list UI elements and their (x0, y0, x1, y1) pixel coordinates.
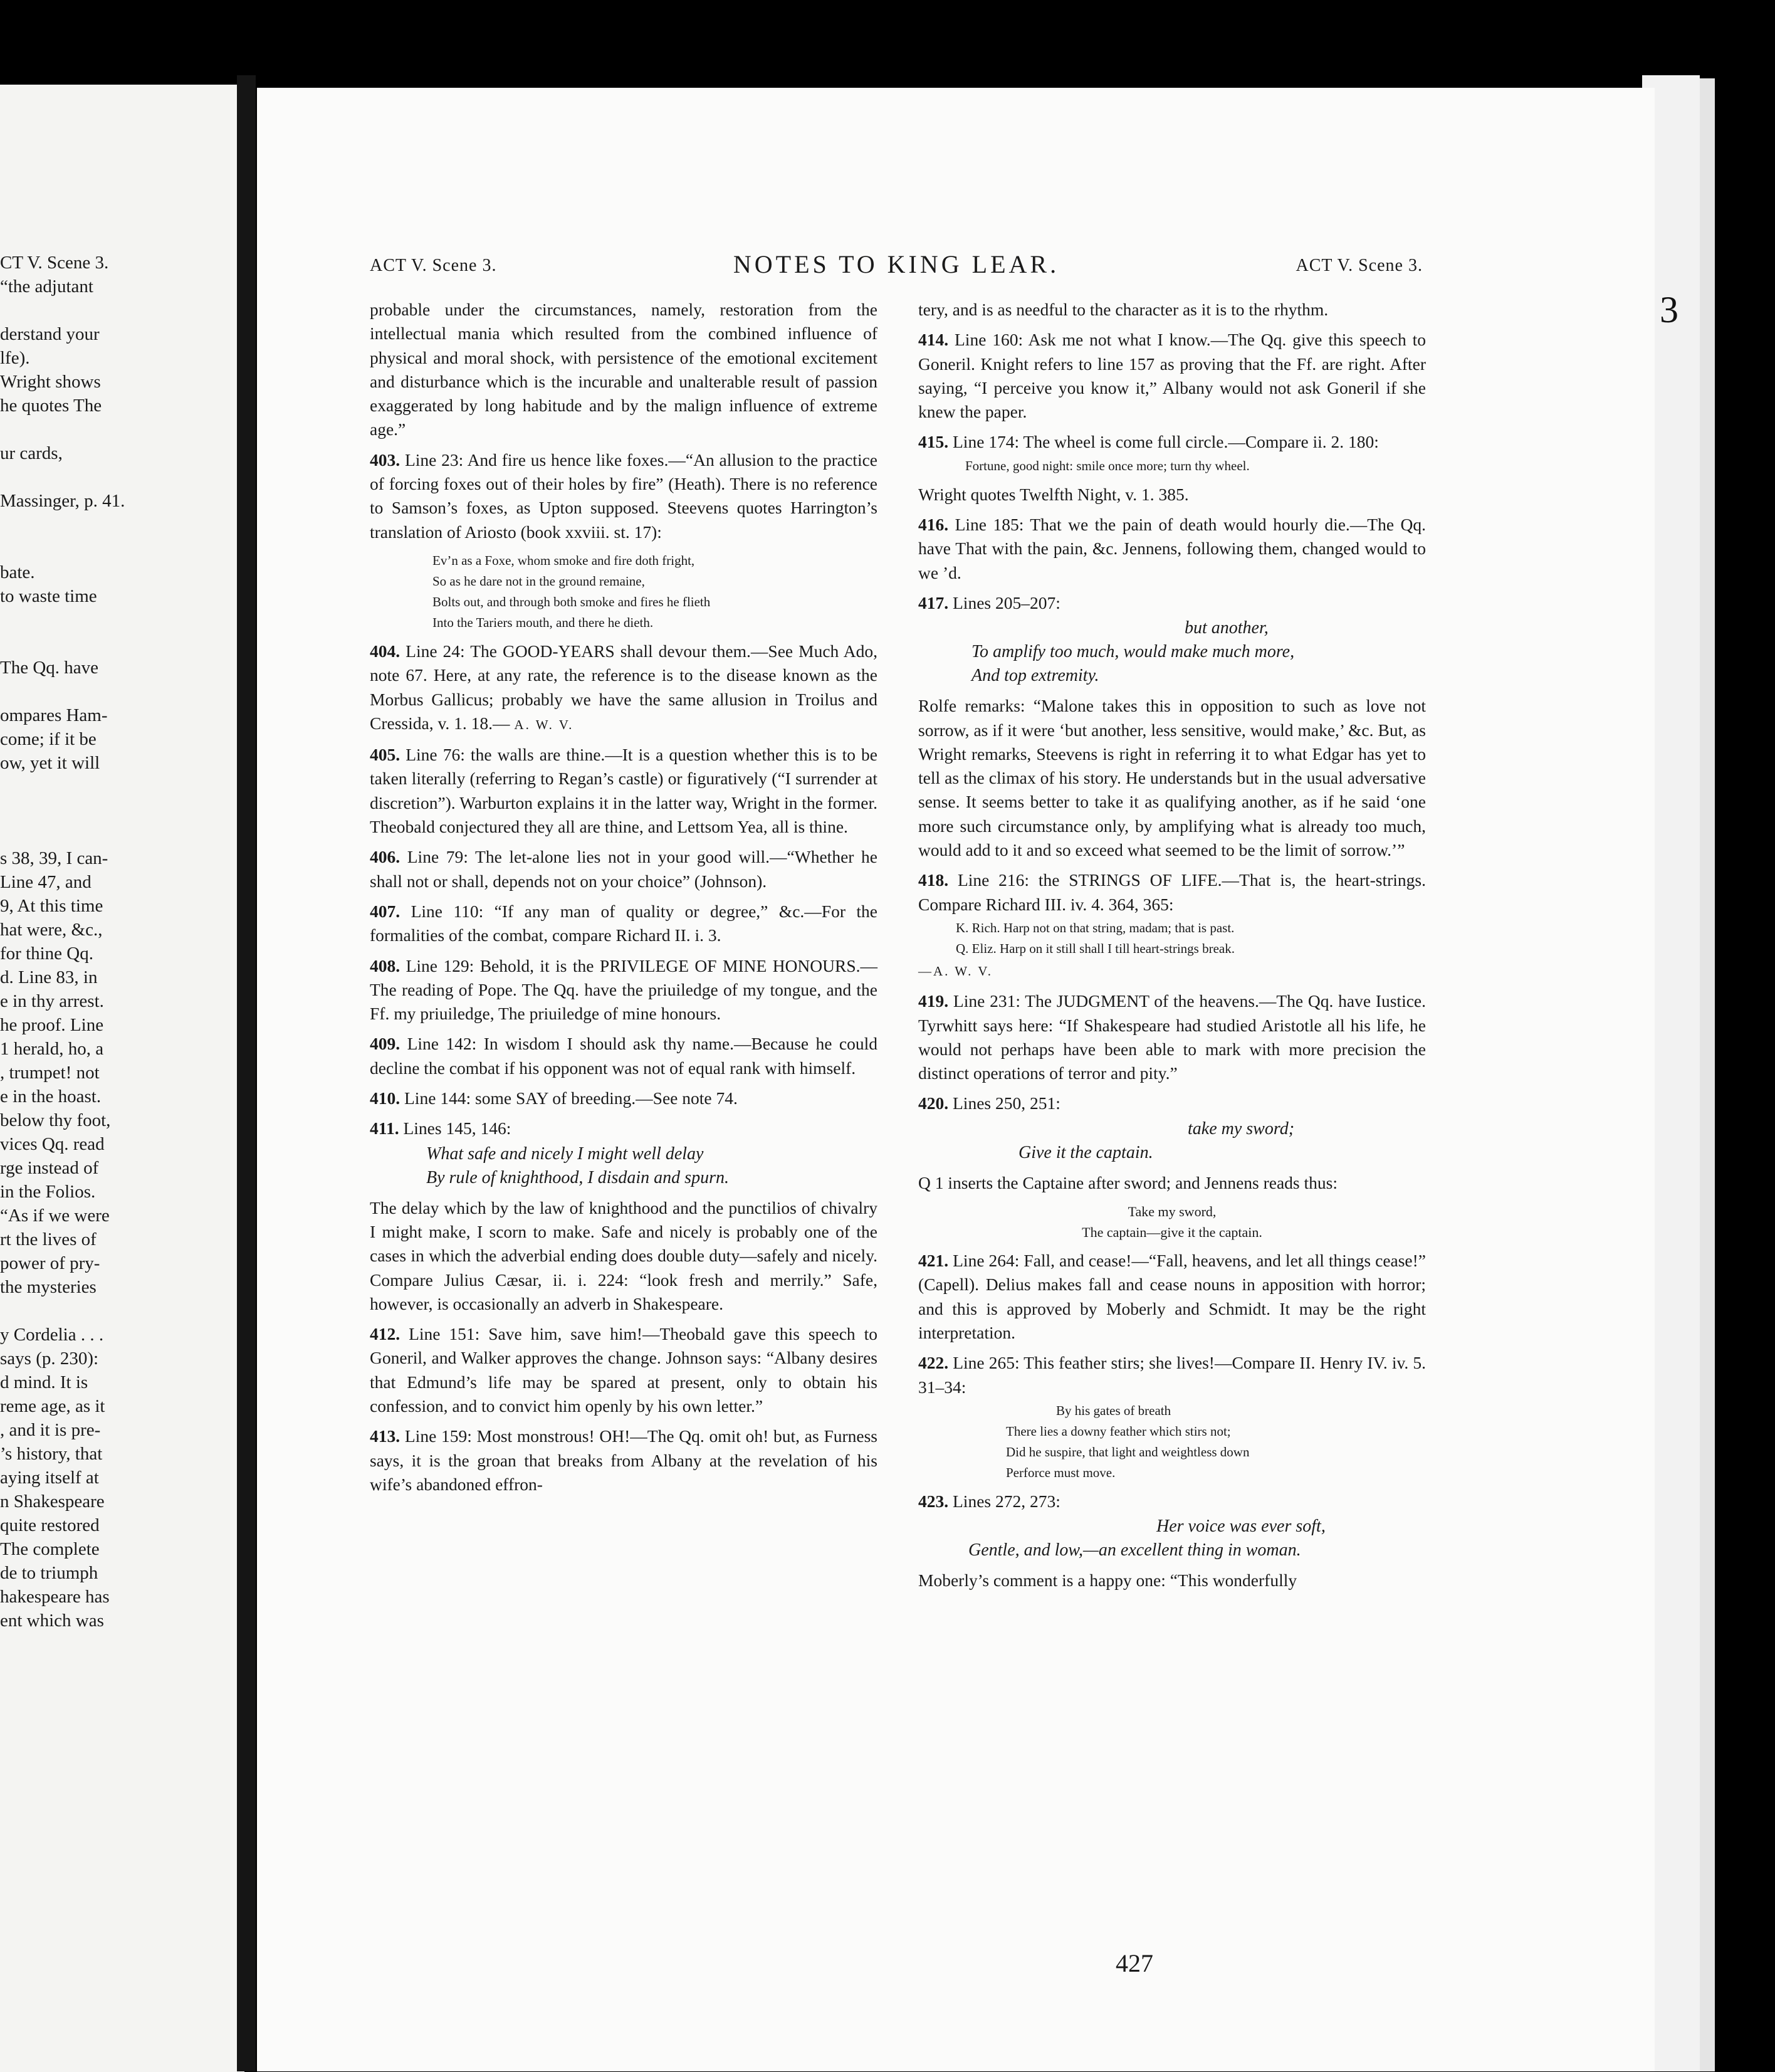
note-number: 410. (370, 1088, 401, 1108)
note-421 (918, 1249, 1426, 1345)
note-text: Line 151: Save him, save him!—Theobald gave this speech to Goneril, and Walker approves the change. Johnson says: “Albany desires that Edmund’s life may be spared at present, only to obtain his confession, and to convict him openly by his own letter.” (370, 1324, 878, 1416)
continued-paragraph: tery, and is as needful to the character as it is to the rhythm. (918, 300, 1329, 319)
facing-page-line: e in thy arrest. (0, 991, 104, 1011)
facing-page-line: ent which was (0, 1611, 104, 1631)
note-number: 407. (370, 901, 401, 921)
facing-page-line (0, 632, 125, 656)
note-text: Line 159: Most monstrous! OH!—The Qq. omit oh! but, as Furness says, it is the groan that breaks from Albany at the revelation of his wife’s abandoned effron- (370, 1426, 878, 1494)
facing-page-line: aying itself at (0, 1468, 99, 1488)
note-410 (370, 1086, 877, 1110)
note-number: 412. (370, 1324, 401, 1344)
facing-page-line: y Cordelia . . . (0, 1325, 104, 1345)
facing-page-line: Massinger, p. 41. (0, 491, 125, 511)
note-text: Line 142: In wisdom I should ask thy name.—Because he could decline the combat if his opponent was not of equal rank with himself. (370, 1034, 878, 1078)
page-number: 427 (1116, 1949, 1153, 1977)
note-417-body: Rolfe remarks: “Malone takes this in opposition to such as love not sorrow, as if it were ‘but another, less sensitive, would make,’ &c. But, as Wright remarks, Steevens is right in referring it to what Edgar has yet to tell as the climax of his story. He understands but in the usual adversative sense. It seems better to take it as qualifying another, as if he said ‘one more such circumstance only, by amplifying what is already too much, would add to it and so exceed what seemed to be the limit of sorrow.’” (918, 696, 1426, 860)
facing-page-line: “the adjutant (0, 276, 93, 297)
quote-line: Q. Eliz. Harp on it still shall I till heart-strings break. (956, 940, 1235, 956)
quote-line: K. Rich. Harp not on that string, madam; that is past. (956, 920, 1235, 935)
note-408 (370, 954, 877, 1026)
facing-page-line: bate. (0, 562, 35, 582)
facing-page-line: lfe). (0, 348, 30, 368)
quote-line: Perforce must move. (1006, 1465, 1116, 1480)
note-417 (918, 591, 1426, 615)
facing-page-line: rge instead of (0, 1158, 99, 1178)
note-number: 420. (918, 1093, 949, 1113)
note-text: Line 185: That we the pain of death would hourly die.—The Qq. have That with the pain, &c. Jennens, following them, changed would to we ’d. (918, 515, 1426, 582)
note-number: 409. (370, 1034, 401, 1054)
verse-line: Gentle, and low,—an excellent thing in woman. (968, 1540, 1301, 1560)
note-411 (370, 1117, 877, 1140)
facing-page-line: in the Folios. (0, 1182, 96, 1202)
facing-page-line: The complete (0, 1539, 100, 1559)
right-column (918, 298, 1426, 1599)
quote-line: Take my sword, (1128, 1204, 1217, 1220)
verse-quote-417 (971, 616, 1426, 688)
note-number: 422. (918, 1353, 949, 1373)
facing-page-line: he quotes The (0, 396, 102, 416)
note-number: 421. (918, 1251, 949, 1271)
facing-page-line: to waste time (0, 586, 97, 606)
facing-page-line (0, 608, 125, 632)
signature: A. W. V. (514, 717, 574, 732)
note-number: 417. (918, 592, 949, 613)
verse-quote-420 (1018, 1117, 1426, 1165)
note-number: 411. (370, 1118, 399, 1139)
facing-page-line: e in the hoast. (0, 1086, 102, 1107)
facing-page-line: 9, At this time (0, 896, 103, 916)
facing-page-line (0, 775, 125, 799)
facing-page-line: s 38, 39, I can- (0, 848, 108, 868)
note-420-body: Q 1 inserts the Captaine after sword; and Jennens reads thus: (918, 1172, 1338, 1192)
note-423 (918, 1490, 1426, 1513)
note-411-body: The delay which by the law of knighthood and the punctilios of chivalry I might make, I scorn to make. Safe and nicely is probably one of the cases in which the adverbial ending does double duty—safely and nicely. Compare Julius Cæsar, ii. i. 224: “look fresh and merrily.” Safe, however, is occasionally an adverb in Shakespeare. (370, 1197, 877, 1313)
verse-line: take my sword; (1188, 1118, 1295, 1139)
note-405 (370, 743, 877, 839)
quote-line: Bolts out, and through both smoke and fires he flieth (432, 594, 711, 609)
note-number: 408. (370, 955, 401, 976)
facing-page-line (0, 537, 125, 560)
note-text: Lines 145, 146: (403, 1118, 511, 1139)
note-number: 423. (918, 1491, 949, 1511)
facing-page-line (0, 465, 125, 489)
facing-page-line (0, 680, 125, 703)
facing-page-line: ur cards, (0, 443, 63, 463)
facing-page-text (0, 251, 125, 1633)
facing-page (0, 85, 244, 2072)
facing-page-line: , and it is pre- (0, 1420, 101, 1440)
note-text: Line 79: The let-alone lies not in your good will.—“Whether he shall not or shall, depends not on your choice” (Johnson). (370, 847, 877, 891)
note-419 (918, 989, 1426, 1085)
facing-page-line: ’s history, that (0, 1444, 103, 1464)
note-number: 413. (370, 1426, 401, 1446)
verse-line: Give it the captain. (1018, 1142, 1153, 1162)
verse-line: but another, (1185, 618, 1269, 638)
quote-line: By his gates of breath (1056, 1402, 1171, 1418)
quote-line: Into the Tariers mouth, and there he dieth. (432, 614, 654, 630)
facing-page-line (0, 799, 125, 823)
facing-page-line: n Shakespeare (0, 1491, 105, 1512)
note-403 (370, 448, 877, 544)
note-text: Line 265: This feather stirs; she lives!—Compare II. Henry IV. iv. 5. 31–34: (918, 1353, 1427, 1397)
note-number: 404. (370, 641, 401, 661)
note-418 (918, 868, 1426, 917)
note-text: Line 160: Ask me not what I know.—The Qq. give this speech to Goneril. Knight refers to line 157 as proving that the Ff. are right. After saying, “I perceive you know it,” Albany would not ask Goneril if she knew the paper. (918, 330, 1427, 422)
verse-quote-411 (426, 1142, 877, 1190)
note-text: Line 264: Fall, and cease!—“Fall, heavens, and let all things cease!” (Capell). Delius makes fall and cease nouns in apposition with horror; and this is approved by Moberly and Schmidt. It may be the right interpretation. (918, 1251, 1427, 1342)
book-gutter (237, 75, 256, 2071)
verse-line: Her voice was ever soft, (1156, 1517, 1326, 1537)
note-text: Line 144: some SAY of breeding.—See note 74. (404, 1088, 738, 1108)
verse-quote-423 (968, 1515, 1426, 1562)
note-422 (918, 1351, 1426, 1399)
note-number: 403. (370, 450, 401, 470)
facing-page-line (0, 418, 125, 441)
note-407 (370, 900, 877, 948)
note-number: 406. (370, 847, 401, 867)
header-act-right: ACT V. Scene 3. (1296, 256, 1423, 275)
facing-page-line: hat were, &c., (0, 920, 103, 940)
note-number: 405. (370, 745, 401, 765)
note-text: Line 24: The GOOD-YEARS shall devour them.—See Much Ado, note 67. Here, at any rate, the reference is to the disease known as the Morbus Gallicus; probably we have the same allusion in Troilus and Cressida, v. 1. 18.— (370, 641, 877, 733)
note-404 (370, 639, 877, 737)
verse-line: By rule of knighthood, I disdain and spurn. (426, 1167, 729, 1187)
note-text: Line 76: the walls are thine.—It is a question whether this is to be taken literally (referring to Regan’s castle) or figuratively (“I surrender at discretion”). Warburton explains it in the latter way, Wright in the former. Theobald conjectured they all are thine, and Lettsom Yea, all is thine. (370, 745, 877, 837)
quote-line: Fortune, good night: smile once more; turn thy wheel. (965, 458, 1250, 473)
facing-page-line: come; if it be (0, 729, 97, 749)
verse-line: What safe and nicely I might well delay (426, 1144, 704, 1164)
note-text: Lines 205–207: (953, 592, 1060, 613)
quote-418 (956, 918, 1426, 959)
note-414 (918, 328, 1426, 424)
quote-line: There lies a downy feather which stirs not; (1006, 1423, 1231, 1439)
quote-415 (965, 456, 1426, 476)
running-header (370, 250, 1423, 285)
facing-page-line (0, 298, 125, 322)
note-415-body: Wright quotes Twelfth Night, v. 1. 385. (918, 484, 1189, 504)
facing-page-line: d. Line 83, in (0, 967, 98, 987)
facing-page-line (0, 823, 125, 846)
note-text: Line 110: “If any man of quality or degree,” &c.—For the formalities of the combat, compare Richard II. i. 3. (370, 901, 878, 945)
facing-page-line: derstand your (0, 324, 100, 344)
facing-page-line (0, 1299, 125, 1323)
facing-page-line: quite restored (0, 1515, 100, 1535)
facing-page-line: he proof. Line (0, 1015, 104, 1035)
facing-page-line: CT V. Scene 3. (0, 253, 109, 273)
left-column (370, 298, 877, 1503)
note-text: Line 216: the STRINGS OF LIFE.—That is, the heart-strings. Compare Richard III. iv. 4. 364, 365: (918, 870, 1427, 914)
facing-page-line: The Qq. have (0, 658, 99, 678)
facing-page-line: says (p. 230): (0, 1349, 99, 1369)
page-edge-2 (1700, 78, 1715, 2071)
note-text: Line 174: The wheel is come full circle.—Compare ii. 2. 180: (953, 432, 1379, 452)
note-number: 415. (918, 432, 949, 452)
note-text: Lines 250, 251: (953, 1093, 1060, 1113)
page-title: NOTES TO KING LEAR. (733, 250, 1060, 278)
facing-page-line: below thy foot, (0, 1110, 111, 1130)
note-text: Lines 272, 273: (953, 1491, 1060, 1511)
facing-page-line: “As if we were (0, 1206, 110, 1226)
facing-page-line: ompares Ham- (0, 705, 108, 725)
facing-page-line: hakespeare has (0, 1587, 110, 1607)
quote-420 (918, 1201, 1426, 1243)
note-409 (370, 1032, 877, 1080)
facing-page-line: power of pry- (0, 1253, 100, 1273)
facing-page-line: Wright shows (0, 372, 101, 392)
quote-ariosto (432, 550, 877, 633)
intro-paragraph: probable under the circumstances, namely, restoration from the intellectual mania which resulted from the combined influence of physical and moral shock, with persistence of the emotional excitement and disturbance which is the incurable and unalterable result of passion exaggerated by long habitude and by the malign influence of extreme age.” (370, 300, 877, 439)
facing-page-line: the mysteries (0, 1277, 97, 1297)
facing-page-line: d mind. It is (0, 1372, 88, 1392)
quote-line: So as he dare not in the ground remaine, (432, 573, 645, 589)
verse-line: To amplify too much, would make much more, (971, 642, 1295, 662)
note-420 (918, 1091, 1426, 1115)
note-text: Line 231: The JUDGMENT of the heavens.—The Qq. have Iustice. Tyrwhitt says here: “If Shakespeare had studied Aristotle all his life, he would not perhaps have been able to mark with more precision the distinct operations of terror and pity.” (918, 991, 1427, 1083)
note-text: Line 23: And fire us hence like foxes.—“An allusion to the practice of forcing foxes out of their holes by fire” (Heath). There is no reference to Samson’s foxes, as Upton supposed. Steevens quotes Harrington’s translation of Ariosto (book xxviii. st. 17): (370, 450, 877, 542)
edge-mark: 3 (1660, 289, 1678, 330)
note-number: 416. (918, 515, 949, 535)
note-text: Line 129: Behold, it is the PRIVILEGE OF MINE HONOURS.—The reading of Pope. The Qq. have the priuiledge of my tongue, and the Ff. my priuiledge, The priuiledge of mine honours. (370, 955, 878, 1024)
facing-page-line (0, 513, 125, 537)
quote-line: The captain—give it the captain. (1082, 1224, 1262, 1241)
facing-page-line: Line 47, and (0, 872, 92, 892)
note-413 (370, 1424, 877, 1496)
note-416 (918, 513, 1426, 585)
facing-page-line: ow, yet it will (0, 753, 100, 773)
note-number: 419. (918, 991, 949, 1011)
header-act-left: ACT V. Scene 3. (370, 256, 497, 275)
verse-line: And top extremity. (971, 666, 1099, 686)
note-number: 418. (918, 870, 949, 890)
note-412 (370, 1322, 877, 1418)
quote-422 (1006, 1401, 1426, 1483)
quote-line: Did he suspire, that light and weightless down (1006, 1444, 1250, 1459)
facing-page-line: 1 herald, ho, a (0, 1039, 104, 1059)
facing-page-line: de to triumph (0, 1563, 98, 1583)
note-406 (370, 845, 877, 893)
quote-line: Ev’n as a Foxe, whom smoke and fire doth fright, (432, 552, 695, 568)
note-423-body: Moberly’s comment is a happy one: “This wonderfully (918, 1570, 1297, 1591)
facing-page-line: rt the lives of (0, 1229, 97, 1249)
note-number: 414. (918, 330, 949, 350)
facing-page-line: for thine Qq. (0, 944, 93, 964)
facing-page-line: vices Qq. read (0, 1134, 105, 1154)
signature: —A. W. V. (918, 963, 993, 979)
facing-page-line: reme age, as it (0, 1396, 105, 1416)
facing-page-line: , trumpet! not (0, 1063, 100, 1083)
note-415 (918, 430, 1426, 454)
